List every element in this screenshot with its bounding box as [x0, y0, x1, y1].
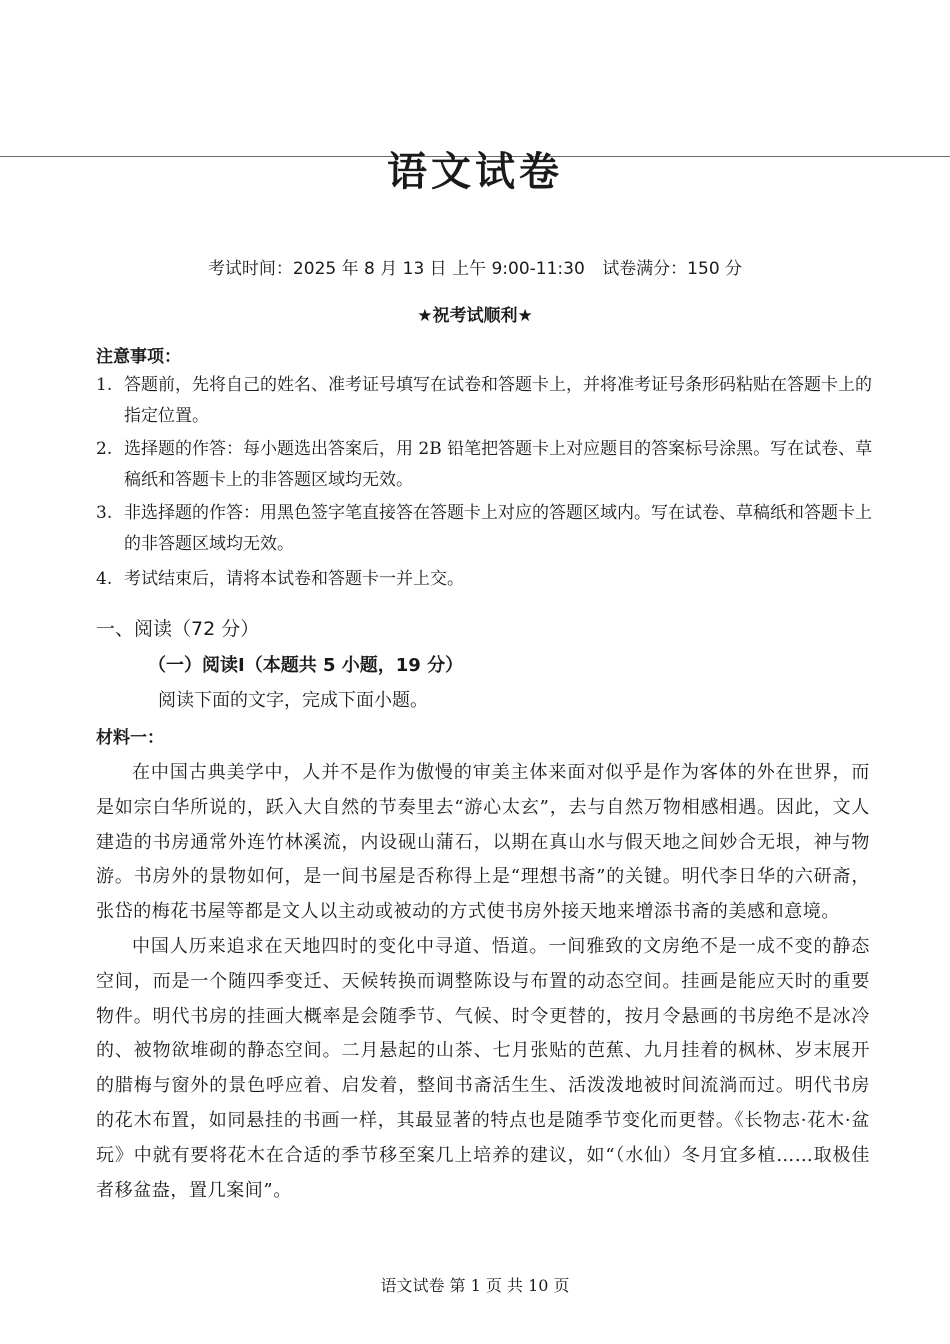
note-number: 4.	[96, 569, 113, 589]
subsection-heading: （一）阅读I（本题共 5 小题，19 分）	[148, 655, 464, 676]
note-number: 3.	[96, 503, 113, 523]
material-paragraph: 在中国古典美学中，人并不是作为傲慢的审美主体来面对似乎是作为客体的外在世界，而是如宗白华所说的，跃入大自然的节奏里去“游心太玄”，去与自然万物相感相遇。因此，文人建造的书房通常外连竹林溪流，内设砚山蒲石，以期在真山水与假天地之间妙合无垠，神与物游。书房外的景物如何，是一间书屋是否称得上是“理想书斋”的关键。明代李日华的六研斋，张岱的梅花书屋等都是文人以主动或被动的方式使书房外接天地来增添书斋的美感和意境。	[96, 762, 870, 923]
notes-heading: 注意事项：	[96, 347, 181, 367]
material-paragraph: 中国人历来追求在天地四时的变化中寻道、悟道。一间雅致的文房绝不是一成不变的静态空间，而是一个随四季变迁、天候转换而调整陈设与布置的动态空间。挂画是能应天时的重要物件。明代书房的挂画大概率是会随季节、气候、时令更替的，按月令悬画的书房绝不是冰冷的、被物欲堆砌的静态空间。二月悬起的山茶、七月张贴的芭蕉、九月挂着的枫林、岁末展开的腊梅与窗外的景色呼应着、启发着，整间书斋活生生、活泼泼地被时间流淌而过。明代书房的花木布置，如同悬挂的书画一样，其最显著的特点也是随季节变化而更替。《长物志·花木·盆玩》中就有要将花木在合适的季节移至案几上培养的建议，如“（水仙）冬月宜多植……取极佳者移盆盎，置几案间”。	[96, 935, 870, 1201]
note-item	[96, 370, 876, 432]
note-item	[96, 498, 876, 560]
note-text: 选择题的作答：每小题选出答案后，用 2B 铅笔把答题卡上对应题目的答案标号涂黑。写在试卷、草稿纸和答题卡上的非答题区域均无效。	[124, 439, 873, 490]
page-title: 语文试卷	[387, 149, 563, 195]
material-label: 材料一：	[96, 728, 164, 748]
note-text: 考试结束后，请将本试卷和答题卡一并上交。	[124, 569, 464, 589]
good-luck-banner: ★祝考试顺利★	[417, 306, 533, 326]
note-item	[96, 564, 876, 595]
note-text: 答题前，先将自己的姓名、准考证号填写在试卷和答题卡上，并将准考证号条形码粘贴在答题卡上的指定位置。	[124, 375, 872, 426]
exam-info	[0, 254, 950, 279]
note-number: 1.	[96, 375, 113, 395]
notes-list	[96, 370, 876, 597]
full-score: 试卷满分：150 分	[602, 259, 743, 279]
note-text: 非选择题的作答：用黑色签字笔直接答在答题卡上对应的答题区域内。写在试卷、草稿纸和答题卡上的非答题区域均无效。	[124, 503, 872, 554]
note-item	[96, 434, 876, 496]
material-body	[96, 756, 870, 1208]
note-number: 2.	[96, 439, 113, 459]
section-heading: 一、阅读（72 分）	[96, 618, 260, 640]
exam-time: 考试时间：2025 年 8 月 13 日 上午 9:00-11:30	[207, 259, 585, 279]
page-footer: 语文试卷 第 1 页 共 10 页	[380, 1276, 570, 1295]
reading-instruction: 阅读下面的文字，完成下面小题。	[158, 690, 428, 711]
